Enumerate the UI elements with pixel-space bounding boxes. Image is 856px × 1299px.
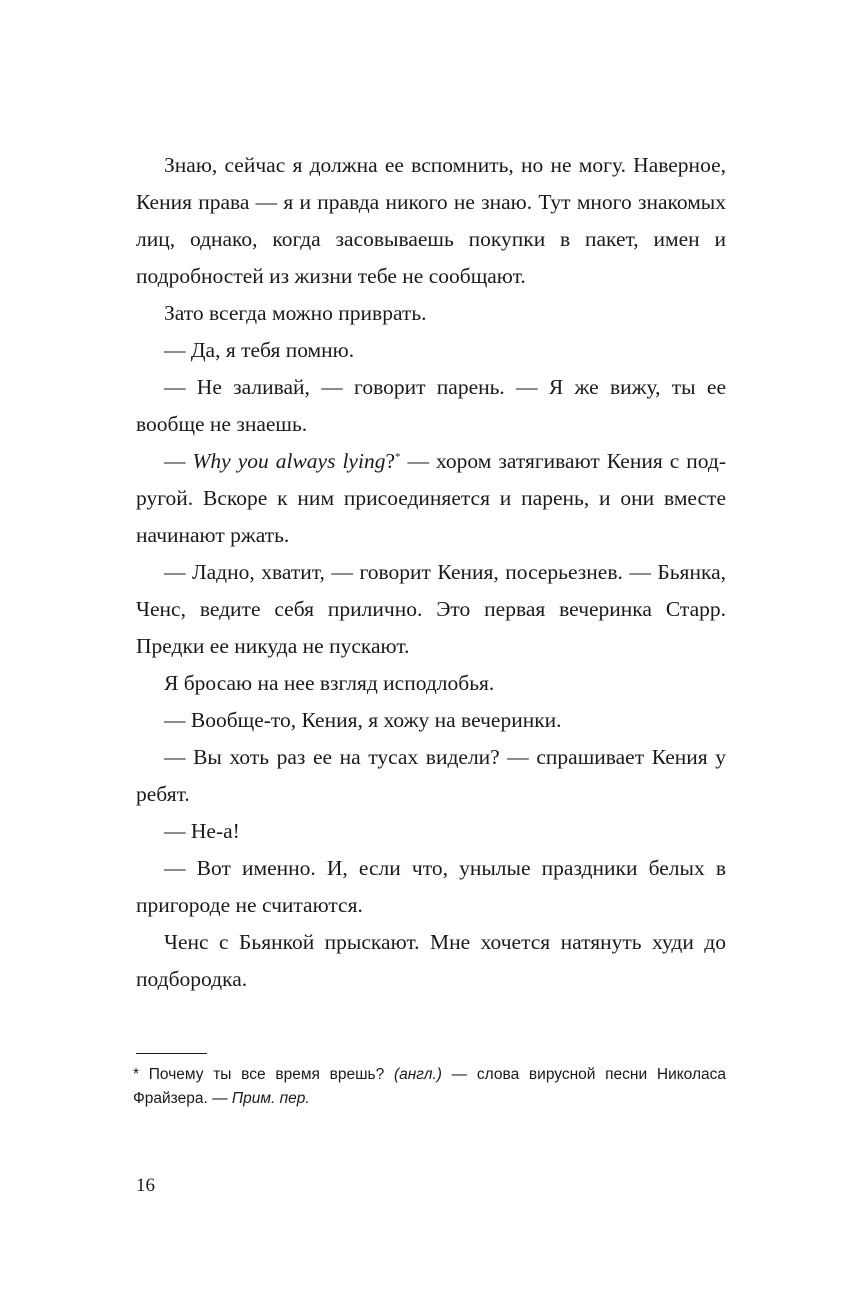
paragraph: — Вот именно. И, если что, унылые праздники белых в пригороде не считаются.	[136, 856, 726, 917]
footnote	[133, 1063, 726, 1111]
footnote-lang: (англ.)	[393, 1066, 442, 1083]
paragraph: Ченс с Бьянкой прыскают. Мне хочется натянуть худи до подбородка.	[136, 930, 726, 991]
paragraph-why-lying	[136, 443, 726, 554]
footnote-note: Прим. пер.	[231, 1090, 310, 1107]
question-mark: ?	[385, 449, 395, 473]
footnote-ref: *	[395, 451, 401, 463]
paragraph: — Вы хоть раз ее на тусах видели? — спрашивает Кения у ребят.	[136, 745, 726, 806]
dash: —	[164, 449, 193, 473]
paragraph: Я бросаю на нее взгляд исподлобья.	[164, 671, 495, 695]
paragraph-rest: — хором затягивают Кения с подругой. Вскоре к ним присоединяется и парень, и они вместе начинают ржать.	[136, 449, 726, 547]
paragraph: Знаю, сейчас я должна ее вспомнить, но не могу. Наверное, Кения права — я и правда никого не знаю. Тут много знакомых лиц, однако, когда засовываешь покупки в пакет, имен и подробностей из жизни тебе не сообщают.	[136, 153, 726, 288]
paragraph: — Вообще-то, Кения, я хожу на вечеринки.	[164, 708, 562, 732]
paragraph: — Не-а!	[164, 819, 240, 843]
main-text	[136, 147, 726, 998]
footnote-marker: *	[133, 1066, 149, 1083]
paragraph: — Не заливай, — говорит парень. — Я же вижу, ты ее вообще не знаешь.	[136, 375, 726, 436]
paragraph: — Да, я тебя помню.	[164, 338, 355, 362]
paragraph: Зато всегда можно приврать.	[164, 301, 427, 325]
italic-phrase: Why you always lying	[192, 449, 386, 473]
paragraph: — Ладно, хватит, — говорит Кения, посерьезнев. — Бьянка, Ченс, ведите себя прилично. Это первая вечеринка Старр. Предки ее никуда не пускают.	[136, 560, 726, 658]
footnote-text-2: — слова вирусной песни Николаса Фрайзера. —	[133, 1066, 726, 1107]
footnote-divider	[136, 1053, 207, 1054]
page-number: 16	[136, 1175, 155, 1196]
footnote-text: Почему ты все время врешь?	[148, 1066, 394, 1083]
